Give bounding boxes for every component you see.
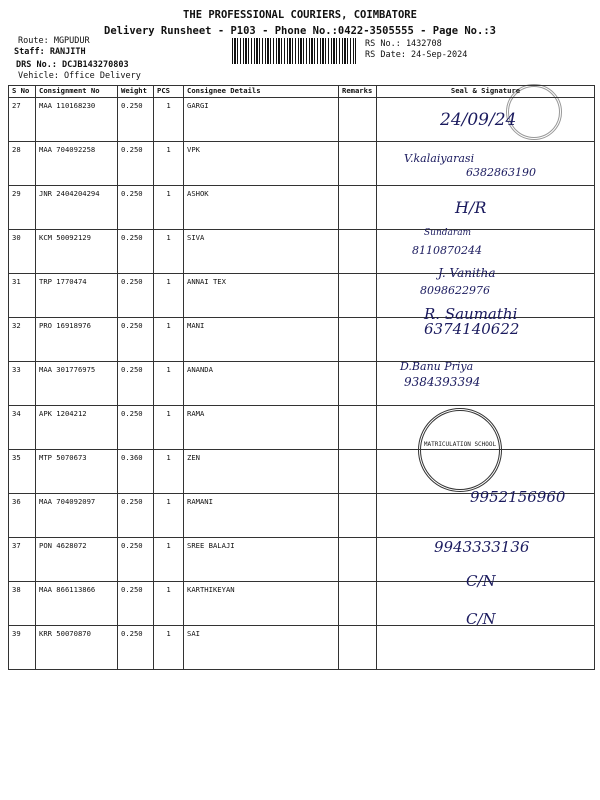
row-pcs: 1	[154, 98, 184, 142]
row-pcs: 1	[154, 362, 184, 406]
row-pcs: 1	[154, 450, 184, 494]
row-weight: 0.250	[118, 98, 154, 142]
row-pcs: 1	[154, 494, 184, 538]
row-sno: 36	[9, 494, 36, 538]
handwritten-name: D.Banu Priya	[400, 360, 474, 373]
row-consignee: ASHOK	[184, 186, 339, 230]
row-sno: 27	[9, 98, 36, 142]
row-pcs: 1	[154, 626, 184, 670]
row-pcs: 1	[154, 582, 184, 626]
row-pcs: 1	[154, 142, 184, 186]
row-sno: 37	[9, 538, 36, 582]
row-consignee: SREE BALAJI	[184, 538, 339, 582]
row-remarks	[339, 274, 377, 318]
handwritten-cn: C/N	[466, 610, 496, 628]
row-consignee: ZEN	[184, 450, 339, 494]
row-weight: 0.250	[118, 362, 154, 406]
row-remarks	[339, 230, 377, 274]
handwritten-phone: 8098622976	[420, 284, 490, 297]
table-row	[9, 362, 595, 406]
row-pcs: 1	[154, 538, 184, 582]
row-remarks	[339, 406, 377, 450]
row-sno: 30	[9, 230, 36, 274]
row-consignee: KARTHIKEYAN	[184, 582, 339, 626]
row-consignment-no: JNR 2404204294	[36, 186, 118, 230]
row-sno: 28	[9, 142, 36, 186]
drs-label: DRS No.: DCJB143270803	[16, 60, 129, 70]
handwritten-date: 24/09/24	[440, 110, 517, 130]
rs-date: RS Date: 24-Sep-2024	[365, 50, 468, 60]
row-sno: 35	[9, 450, 36, 494]
handwritten-phone: 6382863190	[466, 166, 536, 179]
row-consignment-no: TRP 1770474	[36, 274, 118, 318]
col-consignee: Consignee Details	[184, 86, 339, 98]
row-consignment-no: KRR 50070870	[36, 626, 118, 670]
row-consignee: SAI	[184, 626, 339, 670]
row-remarks	[339, 142, 377, 186]
handwritten-phone: 9384393394	[404, 375, 481, 389]
staff-label: Staff: RANJITH	[14, 47, 86, 57]
col-pcs: PCS	[154, 86, 184, 98]
row-remarks	[339, 186, 377, 230]
row-sno: 29	[9, 186, 36, 230]
row-consignee: ANNAI TEX	[184, 274, 339, 318]
col-weight: Weight	[118, 86, 154, 98]
row-consignment-no: PRO 16918976	[36, 318, 118, 362]
row-weight: 0.360	[118, 450, 154, 494]
row-remarks	[339, 626, 377, 670]
table-row	[9, 626, 595, 670]
vehicle-label: Vehicle: Office Delivery	[18, 71, 141, 81]
row-weight: 0.250	[118, 230, 154, 274]
row-consignee: RAMANI	[184, 494, 339, 538]
row-consignee: ANANDA	[184, 362, 339, 406]
handwritten-name: V.kalaiyarasi	[404, 152, 475, 165]
handwritten-name: Sundaram	[424, 228, 472, 238]
runsheet-title: Delivery Runsheet - P103 - Phone No.:0422-3505555 - Page No.:3	[104, 25, 496, 37]
row-weight: 0.250	[118, 406, 154, 450]
row-consignment-no: MAA 866113866	[36, 582, 118, 626]
table-row	[9, 230, 595, 274]
row-weight: 0.250	[118, 274, 154, 318]
row-weight: 0.250	[118, 318, 154, 362]
handwritten-phone: 9943333136	[434, 538, 530, 556]
row-consignee: SIVA	[184, 230, 339, 274]
row-remarks	[339, 98, 377, 142]
handwritten-phone: 8110870244	[412, 244, 482, 257]
row-sno: 31	[9, 274, 36, 318]
row-signature	[377, 626, 595, 670]
handwritten-name: J. Vanitha	[438, 266, 496, 280]
table-row	[9, 582, 595, 626]
row-weight: 0.250	[118, 538, 154, 582]
row-consignment-no: MAA 301776975	[36, 362, 118, 406]
route-label: Route: MGPUDUR	[18, 36, 90, 46]
row-weight: 0.250	[118, 142, 154, 186]
col-remarks: Remarks	[339, 86, 377, 98]
row-sno: 39	[9, 626, 36, 670]
handwritten-phone: 9952156960	[470, 488, 566, 506]
row-remarks	[339, 318, 377, 362]
row-weight: 0.250	[118, 582, 154, 626]
col-signature: Seal & Signature	[377, 86, 595, 98]
row-consignment-no: MAA 704092258	[36, 142, 118, 186]
row-pcs: 1	[154, 318, 184, 362]
handwritten-phone: 6374140622	[424, 320, 520, 338]
row-consignment-no: MAA 704092097	[36, 494, 118, 538]
row-consignment-no: MAA 110168230	[36, 98, 118, 142]
row-consignment-no: MTP 5070673	[36, 450, 118, 494]
table-row	[9, 186, 595, 230]
row-pcs: 1	[154, 406, 184, 450]
row-sno: 33	[9, 362, 36, 406]
handwritten-name: R. Saumathi	[424, 305, 518, 323]
row-weight: 0.250	[118, 494, 154, 538]
row-consignee: VPK	[184, 142, 339, 186]
table-row	[9, 406, 595, 450]
barcode	[232, 38, 356, 64]
row-sno: 34	[9, 406, 36, 450]
handwritten-note: H/R	[455, 198, 487, 217]
company-title: THE PROFESSIONAL COURIERS, COIMBATORE	[183, 9, 417, 21]
row-weight: 0.250	[118, 626, 154, 670]
rs-number: RS No.: 1432708	[365, 39, 442, 49]
row-pcs: 1	[154, 186, 184, 230]
row-consignee: MANI	[184, 318, 339, 362]
row-sno: 32	[9, 318, 36, 362]
table-header	[9, 86, 595, 98]
col-consignment: Consignment No	[36, 86, 118, 98]
stamp-text: MATRICULATION SCHOOL	[423, 441, 497, 448]
row-consignment-no: PON 4628072	[36, 538, 118, 582]
row-sno: 38	[9, 582, 36, 626]
row-remarks	[339, 538, 377, 582]
row-remarks	[339, 582, 377, 626]
row-remarks	[339, 450, 377, 494]
row-consignee: RAMA	[184, 406, 339, 450]
row-weight: 0.250	[118, 186, 154, 230]
table-row	[9, 450, 595, 494]
school-stamp	[418, 408, 502, 492]
row-pcs: 1	[154, 274, 184, 318]
row-remarks	[339, 362, 377, 406]
row-pcs: 1	[154, 230, 184, 274]
handwritten-cn: C/N	[466, 572, 496, 590]
col-sno: S No	[9, 86, 36, 98]
row-consignment-no: APK 1204212	[36, 406, 118, 450]
row-remarks	[339, 494, 377, 538]
row-consignee: GARGI	[184, 98, 339, 142]
row-consignment-no: KCM 50092129	[36, 230, 118, 274]
